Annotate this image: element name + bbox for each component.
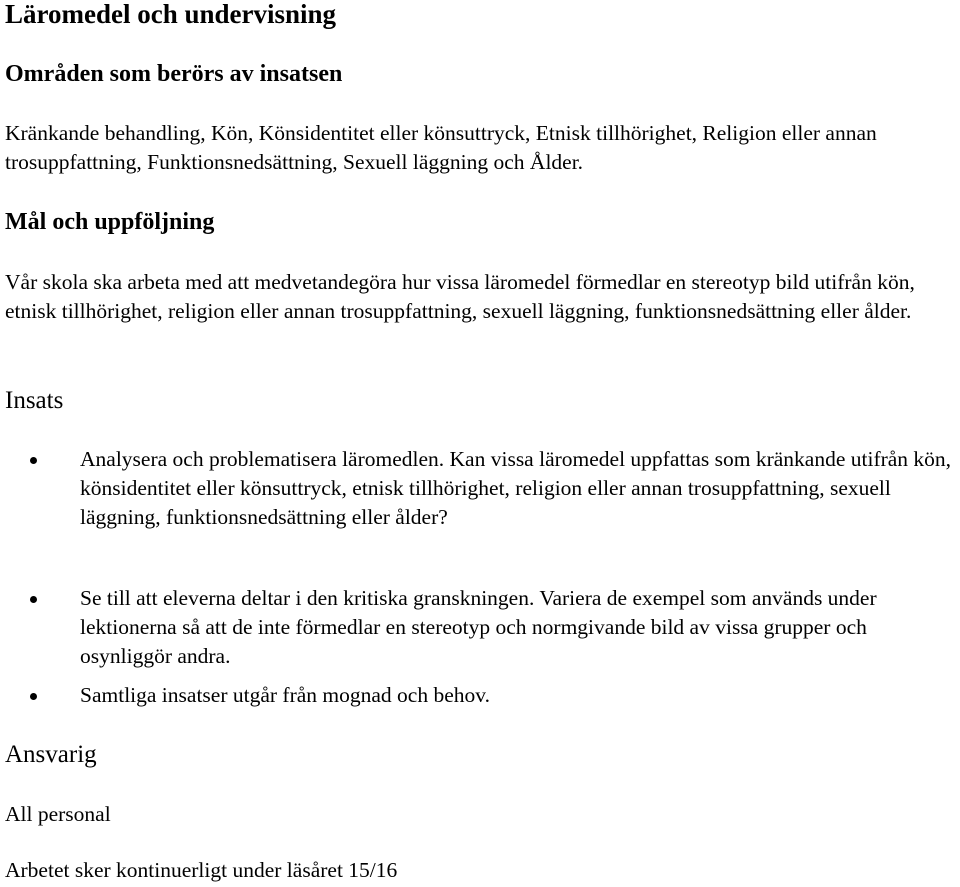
effort-item-text: Samtliga insatser utgår från mognad och behov. <box>80 683 490 707</box>
bullet-icon <box>30 693 37 700</box>
effort-item-text: Analysera och problematisera läromedlen. Kan vissa läromedel uppfattas som kränkande utifrån kön, könsidentitet eller könsuttryck, etnisk tillhörighet, religion eller annan trosuppfattning, sexuell läggning, funktionsnedsättning eller ålder? <box>80 447 952 529</box>
areas-heading: Områden som berörs av insatsen <box>5 61 343 87</box>
bullet-icon <box>30 457 37 464</box>
document-title: Läromedel och undervisning <box>5 0 337 29</box>
responsible-heading: Ansvarig <box>5 741 97 768</box>
responsible-text: All personal <box>5 802 111 826</box>
bullet-icon <box>30 596 37 603</box>
timeline-text: Arbetet sker kontinuerligt under läsåret 15/16 <box>5 858 398 882</box>
goals-heading: Mål och uppföljning <box>5 209 215 235</box>
effort-item-text: Se till att eleverna deltar i den kritiska granskningen. Variera de exempel som används under lektionerna så att de inte förmedlar en stereotyp och normgivande bild av vissa grupper och osynliggör andra. <box>80 586 877 668</box>
goals-paragraph: Vår skola ska arbeta med att medvetandegöra hur vissa läromedel förmedlar en stereotyp bild utifrån kön, etnisk tillhörighet, religion eller annan trosuppfattning, sexuell läggning, funktionsnedsättning eller ålder. <box>5 270 915 323</box>
effort-heading: Insats <box>5 387 64 414</box>
areas-paragraph: Kränkande behandling, Kön, Könsidentitet eller könsuttryck, Etnisk tillhörighet, Religion eller annan trosuppfattning, Funktionsnedsättning, Sexuell läggning och Ålder. <box>5 121 877 174</box>
